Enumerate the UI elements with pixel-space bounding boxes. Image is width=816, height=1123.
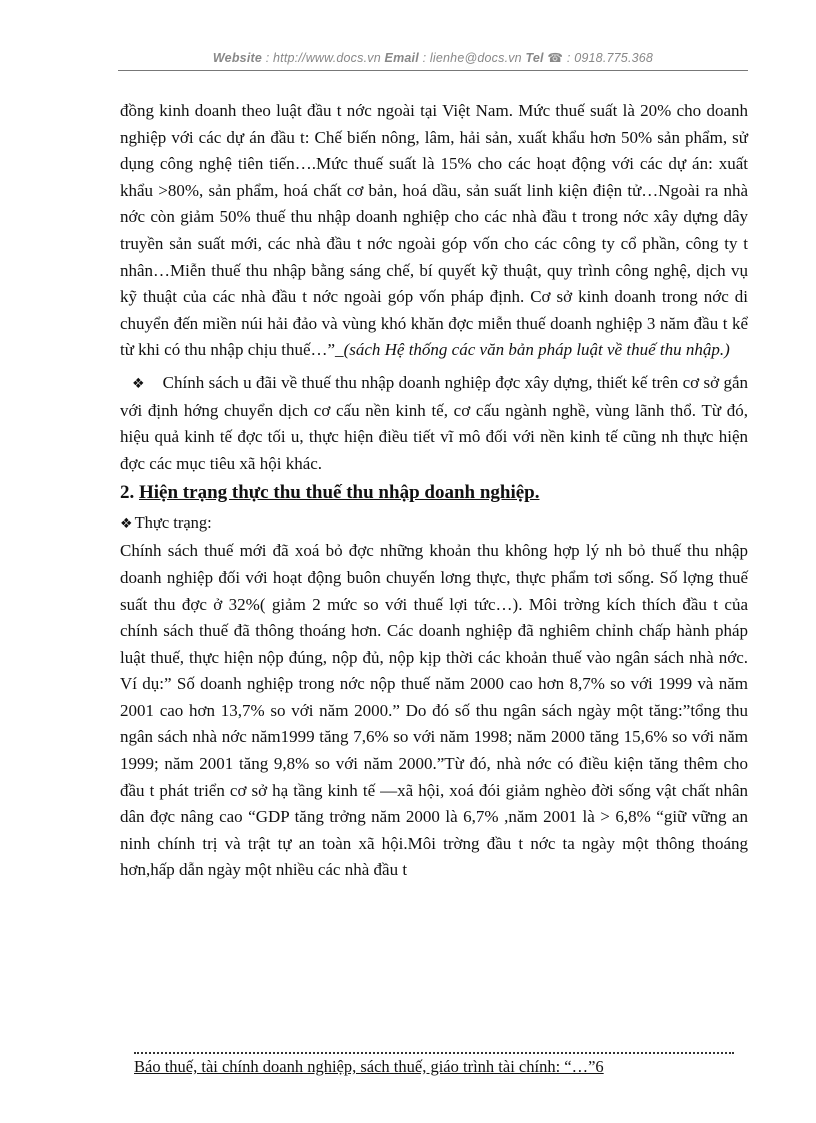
footnote-divider	[134, 1052, 734, 1054]
paragraph-1-text: đồng kinh doanh theo luật đầu t nớc ngoài tại Việt Nam. Mức thuế suất là 20% cho doanh nghiệp với các dự án đầu t: Chế biến nông, lâm, hải sản, xuất khẩu hơn 50% sản phẩm, sử dụng công nghệ tiên tiến….Mức thuế suất là 15% cho các hoạt động với các dự án: xuất khẩu >80%, sản phẩm, hoá chất cơ bản, hoá dầu, sản suất linh kiện điện tử…Ngoài ra nhà nớc còn giảm 50% thuế thu nhập doanh nghiệp cho các nhà đầu t trong nớc xây dựng dây truyền sản suất mới, các nhà đầu t nớc ngoài góp vốn cho các công ty cổ phần, công ty t nhân…Miễn thuế thu nhập bằng sáng chế, bí quyết kỹ thuật, quy trình công nghệ, dịch vụ kỹ thuật của các nhà đầu t nớc ngoài góp vốn pháp định. Cơ sở kinh doanh trong nớc di chuyển đến miền núi hải đảo và vùng khó khăn đợc miễn thuế doanh nghiệp 3 năm đầu t kể từ khi có thu nhập chịu thuế…”_	[120, 101, 748, 360]
document-body	[120, 98, 748, 884]
email-label: Email	[384, 51, 419, 65]
paragraph-1-source: (sách Hệ thống các văn bản pháp luật về thuế thu nhập.)	[343, 340, 730, 360]
section-title: Hiện trạng thực thu thuế thu nhập doanh nghiệp.	[139, 482, 540, 504]
page-header	[118, 50, 748, 65]
section-number: 2.	[120, 482, 139, 504]
header-divider	[118, 70, 748, 71]
paragraph-2-text: Chính sách u đãi về thuế thu nhập doanh nghiệp đợc xây dựng, thiết kế trên cơ sở gắn với định hớng chuyển dịch cơ cấu nền kinh tế, cơ cấu ngành nghề, vùng lãnh thổ. Từ đó, hiệu quả kinh tế đợc tối u, thực hiện điều tiết vĩ mô đối với nền kinh tế cũng nh thực hiện đợc các mục tiêu xã hội khác.	[120, 372, 748, 473]
diamond-bullet-icon: ❖	[120, 516, 133, 533]
email-address[interactable]: : lienhe@docs.vn	[418, 51, 526, 65]
website-url[interactable]: : http://www.docs.vn	[262, 51, 385, 65]
tel-number: : 0918.775.368	[563, 51, 654, 65]
footnote: Báo thuế, tài chính doanh nghiệp, sách thuế, giáo trình tài chính: “…”6	[134, 1057, 604, 1076]
tel-label: Tel	[525, 51, 544, 65]
paragraph-1	[120, 98, 748, 364]
paragraph-3-text: Chính sách thuế mới đã xoá bỏ đợc những khoản thu không hợp lý nh bỏ thuế thu nhập doanh nghiệp đối với hoạt động buôn chuyến lơng thực, thực phẩm tơi sống. Số lợng thuế suất thu đợc ở 32%( giảm 2 mức so với thuế lợi tức…). Môi trờng kích thích đầu t của chính sách thuế đã thông thoáng hơn. Các doanh nghiệp đã nghiêm chỉnh chấp hành pháp luật thuế, thực hiện nộp đúng, nộp đủ, nộp kịp thời các khoản thuế vào ngân sách nhà nớc. Ví dụ:” Số doanh nghiệp trong nớc nộp thuế năm 2000 cao hơn 8,7% so với 1999 và năm 2001 cao hơn 13,7% so với năm 2000.” Do đó số thu ngân sách ngày một tăng:”tổng thu ngân sách nhà nớc năm1999 tăng 7,6% so với năm 1998; năm 2000 tăng 15,6% so với năm 1999; năm 2001 tăng 9,8% so với năm 2000.”Từ đó, nhà nớc có điều kiện tăng thêm cho đầu t phát triển cơ sở hạ tầng kinh tế —xã hội, xoá đói giảm nghèo đời sống vật chất nhân dân đợc nâng cao “GDP tăng trởng năm 2000 là 6,7% ,năm 2001 là > 6,8% “giữ vững an ninh chính trị và trật tự an toàn xã hội.Môi trờng đầu t nớc ta ngày một thông thoáng hơn,hấp dẫn ngày một nhiều các nhà đầu t	[120, 541, 748, 880]
subheading-text: Thực trạng:	[134, 513, 212, 533]
section-heading	[120, 479, 748, 507]
phone-icon: ☎	[547, 51, 564, 65]
subheading	[120, 509, 748, 538]
paragraph-3	[120, 538, 748, 884]
diamond-bullet-icon: ❖	[132, 375, 145, 392]
website-label: Website	[212, 51, 263, 65]
paragraph-2	[120, 370, 748, 477]
